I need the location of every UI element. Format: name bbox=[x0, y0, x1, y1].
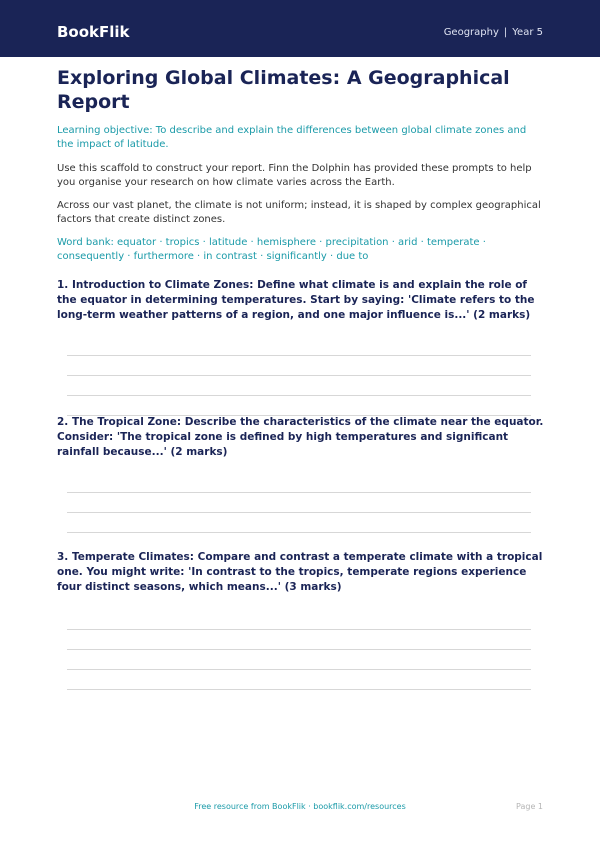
answer-line[interactable] bbox=[67, 669, 531, 670]
page-footer bbox=[0, 801, 600, 815]
question-block bbox=[57, 415, 545, 533]
answer-line[interactable] bbox=[67, 532, 531, 533]
brand-logo: BookFlik bbox=[57, 23, 130, 41]
answer-area[interactable] bbox=[67, 355, 531, 416]
answer-line[interactable] bbox=[67, 395, 531, 396]
subject-label: Geography bbox=[443, 27, 499, 38]
intro-paragraph: Use this scaffold to construct your report. Finn the Dolphin has provided these prompts to help you organise your research on how climate varies across the Earth. bbox=[57, 163, 532, 188]
page-number: Page 1 bbox=[516, 802, 543, 811]
worksheet-body bbox=[57, 66, 545, 690]
question-prompt: 2. The Tropical Zone: Describe the characteristics of the climate near the equator. Consider: 'The tropical zone is defined by high temperatures and significant rainfall because...' (2 marks) bbox=[57, 416, 544, 458]
answer-line[interactable] bbox=[67, 355, 531, 356]
question-block bbox=[57, 550, 545, 690]
answer-area[interactable] bbox=[67, 629, 531, 690]
page-title: Exploring Global Climates: A Geographical Report bbox=[57, 67, 510, 113]
answer-line[interactable] bbox=[67, 492, 531, 493]
page-header bbox=[0, 0, 600, 57]
answer-line[interactable] bbox=[67, 689, 531, 690]
learning-objective: Learning objective: To describe and explain the differences between global climate zones and the impact of latitude. bbox=[57, 125, 527, 150]
header-separator: | bbox=[503, 27, 508, 38]
answer-area[interactable] bbox=[67, 492, 531, 533]
year-label: Year 5 bbox=[512, 27, 543, 38]
answer-line[interactable] bbox=[67, 649, 531, 650]
footer-credit: Free resource from BookFlik · bookflik.com/resources bbox=[194, 802, 406, 811]
word-bank: Word bank: equator · tropics · latitude · hemisphere · precipitation · arid · temperate · consequently · furthermore · in contrast · significantly · due to bbox=[57, 237, 486, 262]
intro-paragraph: Across our vast planet, the climate is not uniform; instead, it is shaped by complex geographical factors that create distinct zones. bbox=[57, 200, 541, 225]
question-prompt: 1. Introduction to Climate Zones: Define what climate is and explain the role of the equator in determining temperatures. Start by saying: 'Climate refers to the long-term weather patterns of a region, and one major influence is...' (2 marks) bbox=[57, 279, 535, 321]
answer-line[interactable] bbox=[67, 375, 531, 376]
header-meta bbox=[444, 26, 543, 40]
answer-line[interactable] bbox=[67, 512, 531, 513]
answer-line[interactable] bbox=[67, 629, 531, 630]
question-prompt: 3. Temperate Climates: Compare and contrast a temperate climate with a tropical one. You might write: 'In contrast to the tropics, temperate regions experience four distinct seasons, which means...' (3 marks) bbox=[57, 551, 543, 593]
question-block bbox=[57, 278, 545, 416]
